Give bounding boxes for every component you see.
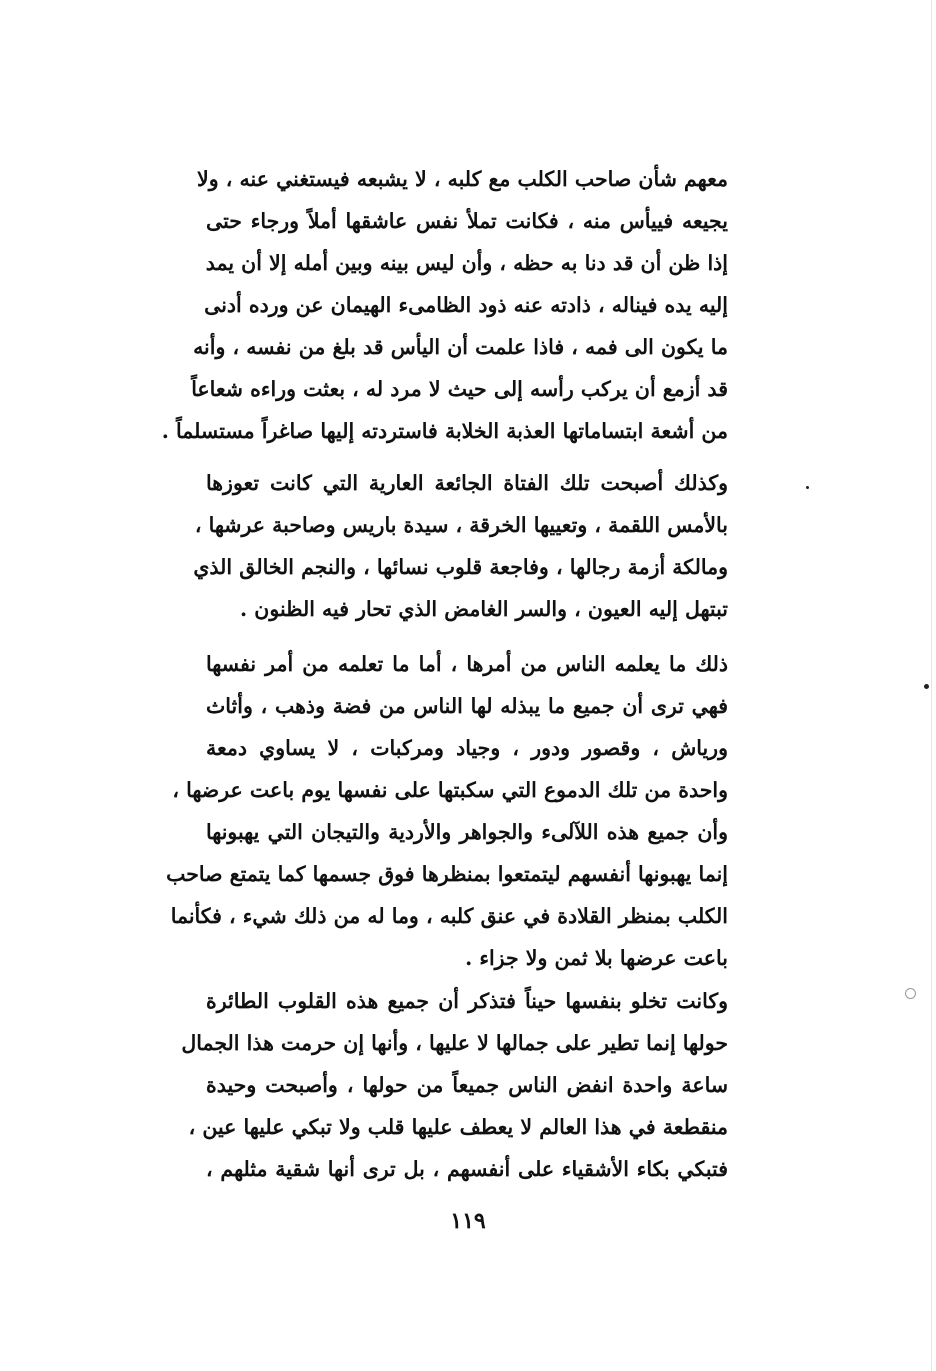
- text-line: حولها إنما تطير على جمالها لا عليها ، وأنها إن حرمت هذا الجمال: [181, 1031, 728, 1055]
- text-line: تبتهل إليه العيون ، والسر الغامض الذي تحار فيه الظنون .: [240, 597, 728, 621]
- paragraph-4: [181, 980, 728, 1190]
- text-line: إذا ظن أن قد دنا به حظه ، وأن ليس بينه وبين أمله إلا أن يمد: [205, 251, 728, 275]
- text-line: واحدة من تلك الدموع التي سكبتها على نفسها يوم باعت عرضها ،: [172, 778, 728, 802]
- text-line: الكلب بمنظر القلادة في عنق كلبه ، وما له من ذلك شيء ، فكأنما: [170, 904, 728, 928]
- text-line: قد أزمع أن يركب رأسه إلى حيث لا مرد له ، بعثت وراءه شعاعاً: [191, 377, 728, 401]
- paragraph-3: [166, 643, 728, 979]
- page-number: ١١٩: [450, 1208, 486, 1234]
- text-line: ورياش ، وقصور ودور ، وجياد ومركبات ، لا يساوي دمعة: [206, 736, 728, 760]
- text-line: ساعة واحدة انفض الناس جميعاً من حولها ، وأصبحت وحيدة: [206, 1073, 728, 1097]
- text-line: إنما يهبونها أنفسهم ليتمتعوا بمنظرها فوق جسمها كما يتمتع صاحب: [166, 862, 728, 886]
- text-line: معهم شأن صاحب الكلب مع كلبه ، لا يشبعه فيستغني عنه ، ولا: [197, 167, 728, 191]
- scan-speck: [806, 486, 809, 489]
- text-line: إليه يده فيناله ، ذادته عنه ذود الظامىء الهيمان عن ورده أدنى: [204, 293, 728, 317]
- page-edge: [931, 0, 932, 1371]
- text-line: وأن جميع هذه اللآلىء والجواهر والأردية والتيجان التي يهبونها: [206, 820, 728, 844]
- text-line: ومالكة أزمة رجالها ، وفاجعة قلوب نسائها ، والنجم الخالق الذي: [193, 555, 728, 579]
- scan-speck: [924, 684, 929, 689]
- text-line: ما يكون الى فمه ، فاذا علمت أن اليأس قد بلغ من نفسه ، وأنه: [193, 335, 728, 359]
- text-line: باعت عرضها بلا ثمن ولا جزاء .: [465, 946, 728, 970]
- text-line: ذلك ما يعلمه الناس من أمرها ، أما ما تعلمه من أمر نفسها: [206, 652, 728, 676]
- paragraph-2: [193, 462, 728, 630]
- text-line: بالأمس اللقمة ، وتعييها الخرقة ، سيدة باريس وصاحبة عرشها ،: [194, 513, 728, 537]
- text-line: وكذلك أصبحت تلك الفتاة الجائعة العارية التي كانت تعوزها: [206, 471, 728, 495]
- text-line: من أشعة ابتساماتها العذبة الخلابة فاستردته إليها صاغراً مستسلماً .: [161, 419, 728, 443]
- text-line: يجيعه فييأس منه ، فكانت تملأ نفس عاشقها أملاً ورجاء حتى: [206, 209, 728, 233]
- text-line: وكانت تخلو بنفسها حيناً فتذكر أن جميع هذه القلوب الطائرة: [206, 989, 728, 1013]
- text-line: فتبكي بكاء الأشقياء على أنفسهم ، بل ترى أنها شقية مثلهم ،: [206, 1157, 728, 1181]
- text-line: منقطعة في هذا العالم لا يعطف عليها قلب ولا تبكي عليها عين ،: [188, 1115, 728, 1139]
- text-line: فهي ترى أن جميع ما يبذله لها الناس من فضة وذهب ، وأثاث: [206, 694, 728, 718]
- scan-ring-mark: [905, 988, 916, 999]
- paragraph-1: [161, 158, 728, 452]
